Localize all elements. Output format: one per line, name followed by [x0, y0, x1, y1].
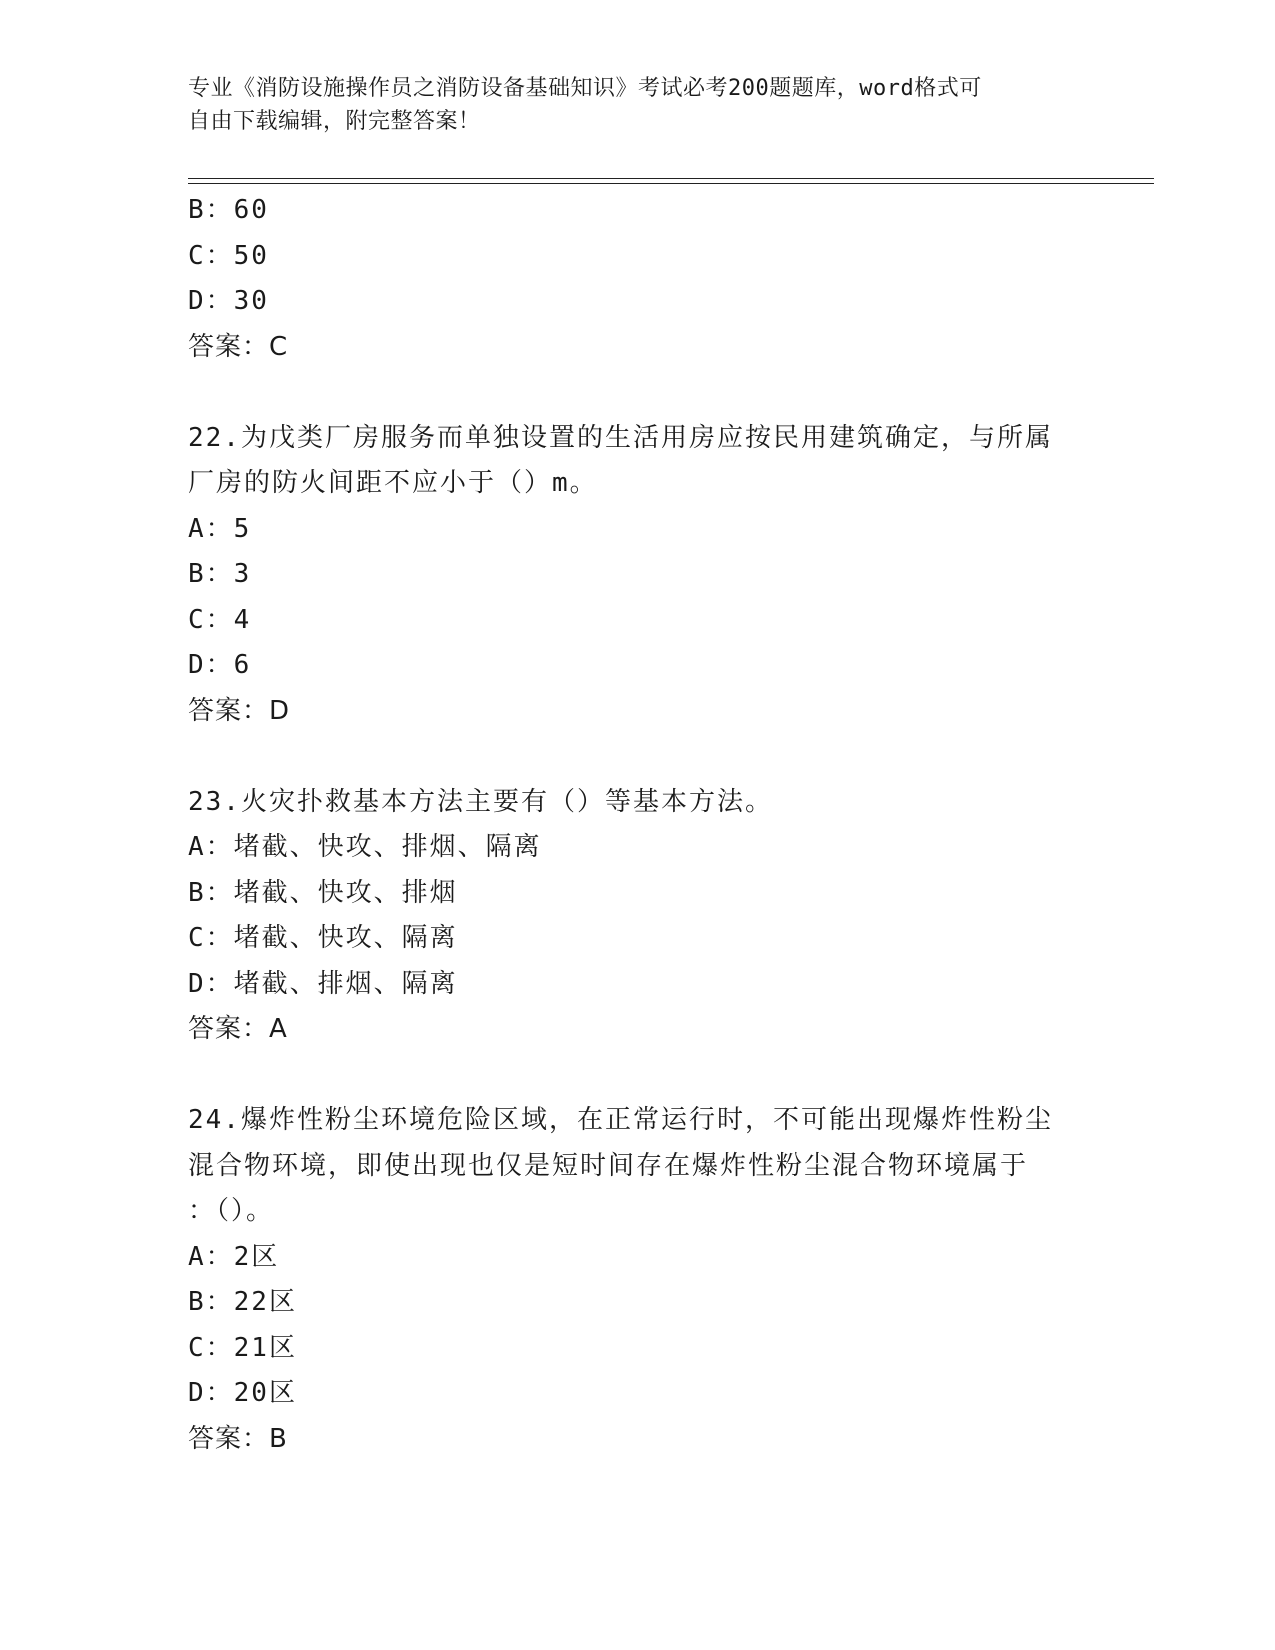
option-d: D：30	[188, 286, 269, 316]
answer: 答案：A	[188, 1014, 288, 1044]
option-a: A：2区	[188, 1241, 280, 1272]
option-a: A：堵截、快攻、排烟、隔离	[188, 832, 542, 862]
header-line-2: 自由下载编辑，附完整答案！	[188, 109, 481, 134]
option-c: C：堵截、快攻、隔离	[188, 923, 458, 953]
question-23	[188, 780, 1088, 1053]
spacer	[188, 1053, 1088, 1099]
answer: 答案：C	[188, 331, 289, 362]
question-22	[188, 416, 1088, 735]
answer: 答案：D	[188, 695, 291, 726]
question-stem: 厂房的防火间距不应小于（）m。	[188, 468, 598, 498]
document-header	[188, 72, 1088, 138]
option-c: C：21区	[188, 1332, 297, 1363]
question-stem: 24.爆炸性粉尘环境危险区域，在正常运行时，不可能出现爆炸性粉尘	[188, 1105, 1053, 1135]
option-b: B：22区	[188, 1287, 297, 1317]
option-d: D：堵截、排烟、隔离	[188, 968, 458, 999]
answer: 答案：B	[188, 1423, 288, 1454]
question-24	[188, 1098, 1088, 1462]
option-d: D：20区	[188, 1378, 297, 1408]
option-a: A：5	[188, 513, 252, 544]
header-rule-top	[188, 178, 1154, 179]
header-rule-bottom	[188, 183, 1154, 184]
header-line-1: 专业《消防设施操作员之消防设备基础知识》考试必考200题题库，word格式可	[188, 76, 982, 101]
option-b: B：60	[188, 195, 269, 225]
question-list	[188, 188, 1088, 1462]
question-21	[188, 188, 1088, 370]
spacer	[188, 370, 1088, 416]
option-c: C：4	[188, 604, 252, 635]
option-b: B：堵截、快攻、排烟	[188, 877, 458, 908]
question-stem: 23.火灾扑救基本方法主要有（）等基本方法。	[188, 786, 773, 817]
spacer	[188, 734, 1088, 780]
question-stem: 22.为戊类厂房服务而单独设置的生活用房应按民用建筑确定，与所属	[188, 422, 1053, 453]
option-c: C：50	[188, 240, 269, 271]
question-stem: 混合物环境，即使出现也仅是短时间存在爆炸性粉尘混合物环境属于	[188, 1150, 1029, 1181]
option-b: B：3	[188, 559, 252, 589]
question-stem: ：（）。	[188, 1196, 275, 1226]
option-d: D：6	[188, 650, 252, 680]
